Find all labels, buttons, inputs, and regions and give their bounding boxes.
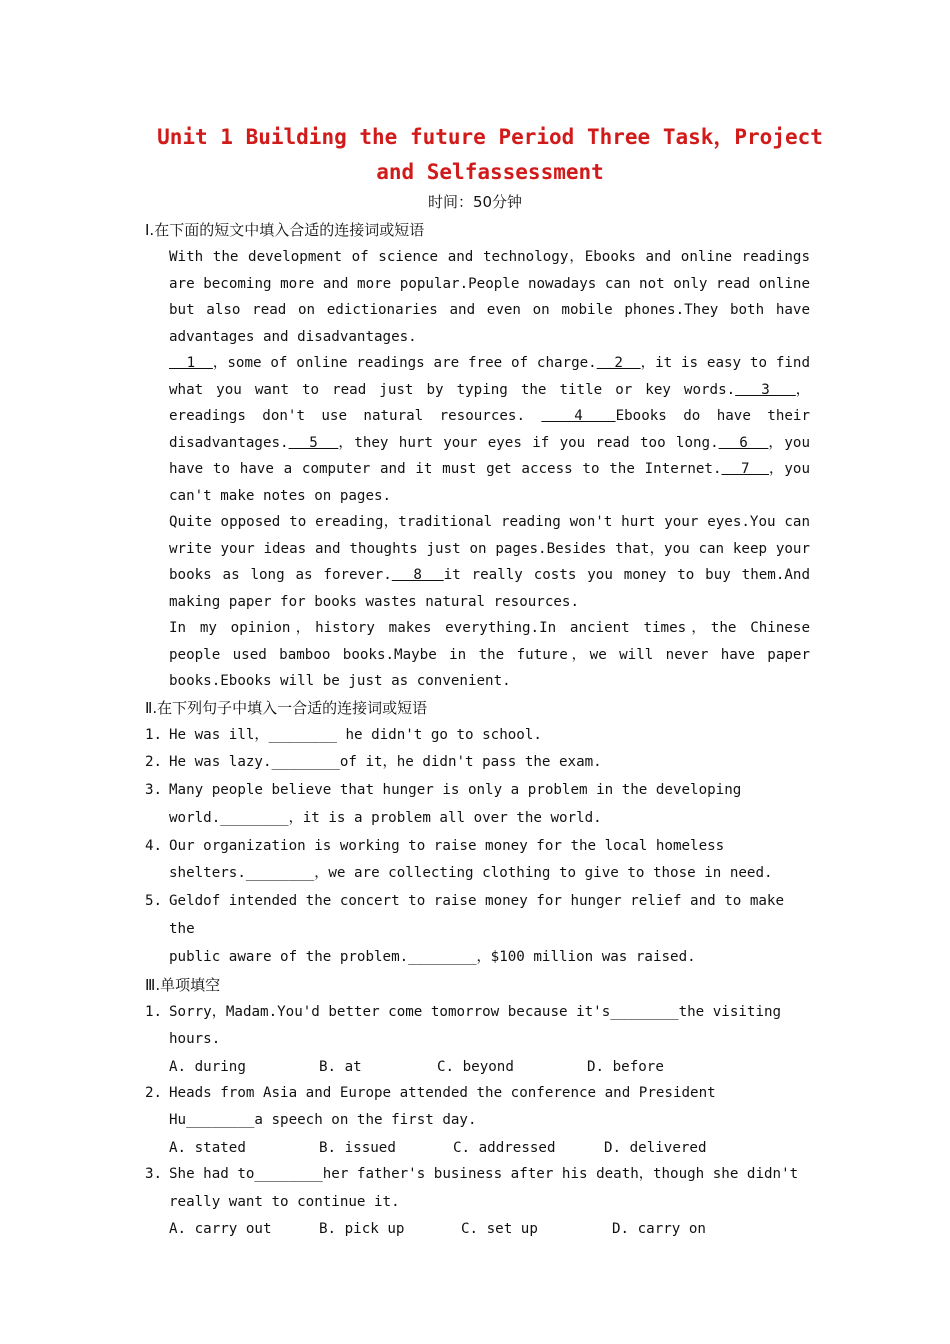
question-text: shelters.________，we are collecting clothing to give to those in need. <box>169 865 773 882</box>
document-body <box>145 217 810 1242</box>
section-1-heading: Ⅰ.在下面的短文中填入合适的连接词或短语 <box>145 221 425 239</box>
passage-text: ，it is easy to find what you want to read just by typing the title or key words. <box>169 355 811 398</box>
answer-options <box>169 1054 810 1080</box>
passage-paragraph-2 <box>169 350 810 509</box>
question-item <box>145 1161 810 1216</box>
question-item <box>145 722 810 750</box>
passage-text: ，you have to have a computer and it must get access to the Internet. <box>169 434 810 477</box>
blank-8[interactable]: 8 <box>391 567 444 583</box>
passage-paragraph-3 <box>169 509 810 615</box>
passage-text: ，ereadings don't use natural resources. <box>169 381 810 424</box>
option-c[interactable]: C. addressed <box>453 1140 556 1157</box>
page-title: Unit 1 Building the future Period Three Task，Project and Selfassessment <box>157 125 823 184</box>
question-text: really want to continue it. <box>169 1193 400 1210</box>
blank-6[interactable]: 6 <box>718 434 769 451</box>
option-b[interactable]: B. issued <box>319 1140 396 1157</box>
question-number: 1. <box>145 1003 163 1020</box>
question-number: 4. <box>145 837 163 854</box>
answer-options <box>169 1216 810 1242</box>
passage-paragraph-4: In my opinion，history makes everything.In ancient times，the Chinese people used bamboo books.Maybe in the future，we will never have paper books.Ebooks will be just as convenient. <box>169 620 810 689</box>
option-d[interactable]: D. delivered <box>604 1140 707 1157</box>
question-text: Heads from Asia and Europe attended the conference and President <box>169 1084 716 1101</box>
question-number: 2. <box>145 754 163 771</box>
question-number: 3. <box>145 782 163 799</box>
blank-3[interactable]: 3 <box>735 381 796 398</box>
question-text: She had to________her father's business after his death，though she didn't <box>169 1166 799 1183</box>
question-item <box>145 777 810 833</box>
passage <box>169 244 810 695</box>
section-3-items <box>145 999 810 1243</box>
question-text: Hu________a speech on the first day. <box>169 1112 477 1129</box>
option-d[interactable]: D. before <box>587 1058 664 1075</box>
question-text: hours. <box>169 1031 221 1048</box>
option-a[interactable]: A. during <box>169 1058 246 1075</box>
question-item <box>145 999 810 1054</box>
option-a[interactable]: A. carry out <box>169 1221 272 1238</box>
blank-4[interactable]: 4 <box>541 408 616 424</box>
passage-text: Quite opposed to ereading，traditional reading won't hurt your eyes.You can write your ideas and thoughts just on pages.Besides that，you can keep your books as long as forever. <box>169 514 810 583</box>
question-text: Sorry，Madam.You'd better come tomorrow because it's________the visiting <box>169 1003 782 1020</box>
option-c[interactable]: C. beyond <box>437 1058 514 1075</box>
question-number: 2. <box>145 1084 163 1101</box>
passage-text: ，they hurt your eyes if you read too long. <box>338 434 719 451</box>
option-d[interactable]: D. carry on <box>612 1221 706 1238</box>
blank-2[interactable]: 2 <box>596 355 641 371</box>
passage-text: Ebooks do have their disadvantages. <box>169 408 810 451</box>
option-c[interactable]: C. set up <box>461 1221 538 1238</box>
passage-paragraph-1: With the development of science and technology，Ebooks and online readings are becoming more and more popular.People nowadays can not only read online but also read on edictionaries and even on mobile phones.They both have advantages and disadvantages. <box>169 249 810 345</box>
question-item <box>145 1080 810 1135</box>
blank-7[interactable]: 7 <box>721 461 769 477</box>
question-text: world.________，it is a problem all over the world. <box>169 809 602 826</box>
time-limit: 时间：50分钟 <box>427 193 523 211</box>
question-number: 1. <box>145 726 163 743</box>
question-item <box>145 888 810 971</box>
passage-text: ，some of online readings are free of charge. <box>212 355 597 371</box>
section-3-heading: Ⅲ.单项填空 <box>145 975 221 994</box>
option-a[interactable]: A. stated <box>169 1140 246 1157</box>
question-item <box>145 749 810 777</box>
blank-1[interactable]: 1 <box>169 355 213 371</box>
blank-5[interactable]: 5 <box>288 434 339 451</box>
passage-text: it really costs you money to buy them.And making paper for books wastes natural resources. <box>169 567 810 610</box>
question-text: He was lazy.________of it，he didn't pass the exam. <box>169 754 602 771</box>
question-item <box>145 833 810 889</box>
option-b[interactable]: B. pick up <box>319 1221 405 1238</box>
question-text: Many people believe that hunger is only a problem in the developing <box>169 782 742 799</box>
question-text: public aware of the problem.________，$100 million was raised. <box>169 948 696 965</box>
question-number: 5. <box>145 893 163 910</box>
option-b[interactable]: B. at <box>319 1058 362 1075</box>
passage-text: ，you can't make notes on pages. <box>169 461 810 504</box>
section-2-items <box>145 722 810 972</box>
question-text: Our organization is working to raise money for the local homeless <box>169 837 725 854</box>
question-text: He was ill，________ he didn't go to school. <box>169 726 542 743</box>
section-2-heading: Ⅱ.在下列句子中填入一合适的连接词或短语 <box>145 698 428 717</box>
question-number: 3. <box>145 1166 163 1183</box>
question-text: Geldof intended the concert to raise money for hunger relief and to make the <box>169 893 784 938</box>
answer-options <box>169 1135 810 1161</box>
